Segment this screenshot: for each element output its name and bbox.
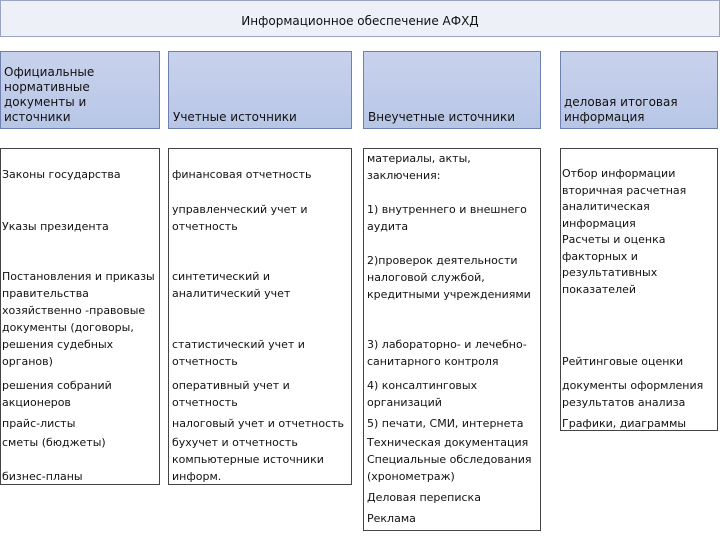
diagram-title: Информационное обеспечение АФХД bbox=[241, 14, 479, 28]
list-item: Рейтинговые оценки bbox=[562, 355, 684, 368]
list-item: материалы, акты, заключения: bbox=[367, 152, 471, 182]
list-item: прайс-листы bbox=[2, 417, 76, 430]
header-non-accounting-sources bbox=[363, 51, 541, 129]
list-item: 5) печати, СМИ, интернета bbox=[367, 417, 524, 430]
list-item: Техническая документация Специальные обследования (хронометраж) bbox=[367, 436, 532, 483]
list-item: финансовая отчетность bbox=[172, 168, 312, 181]
list-item: Указы президента bbox=[2, 220, 109, 233]
list-item: Отбор информации вторичная расчетная аналитическая информация Расчеты и оценка факторных и результативных показателей bbox=[562, 167, 687, 296]
list-item: Графики, диаграммы bbox=[562, 417, 687, 430]
list-item: 3) лабораторно- и лечебно- санитарного контроля bbox=[367, 338, 527, 368]
header-business-summary-info bbox=[560, 51, 718, 129]
list-item: синтетический и аналитический учет bbox=[172, 270, 291, 300]
list-item: налоговый учет и отчетность bbox=[172, 417, 345, 430]
list-item: Законы государства bbox=[2, 168, 121, 181]
list-item: Реклама bbox=[367, 512, 416, 525]
header-official-docs bbox=[0, 51, 160, 129]
header-non-accounting-sources-label: Внеучетные источники bbox=[368, 110, 516, 124]
list-item: бизнес-планы bbox=[2, 470, 83, 483]
list-item: документы оформления результатов анализа bbox=[562, 379, 704, 409]
list-item: 1) внутреннего и внешнего аудита bbox=[367, 203, 527, 233]
list-item: 4) консалтинговых организаций bbox=[367, 379, 478, 409]
header-business-summary-info-label: деловая итоговая информация bbox=[564, 95, 678, 124]
list-item: Деловая переписка bbox=[367, 491, 481, 504]
list-item: бухучет и отчетность компьютерные источники информ. bbox=[172, 436, 324, 483]
list-item: решения собраний акционеров bbox=[2, 379, 112, 409]
list-item: оперативный учет и отчетность bbox=[172, 379, 290, 409]
header-accounting-sources-label: Учетные источники bbox=[173, 110, 297, 124]
header-official-docs-label: Официальные нормативные документы и источники bbox=[4, 65, 95, 124]
list-item: управленческий учет и отчетность bbox=[172, 203, 308, 233]
title-box bbox=[0, 0, 720, 37]
list-item: 2)проверок деятельности налоговой службой, кредитными учреждениями bbox=[367, 254, 531, 301]
list-item: сметы (бюджеты) bbox=[2, 436, 106, 449]
list-item: статистический учет и отчетность bbox=[172, 338, 305, 368]
header-accounting-sources bbox=[168, 51, 352, 129]
list-item: Постановления и приказы правительства хозяйственно -правовые документы (договоры, решения судебных органов) bbox=[2, 270, 155, 368]
